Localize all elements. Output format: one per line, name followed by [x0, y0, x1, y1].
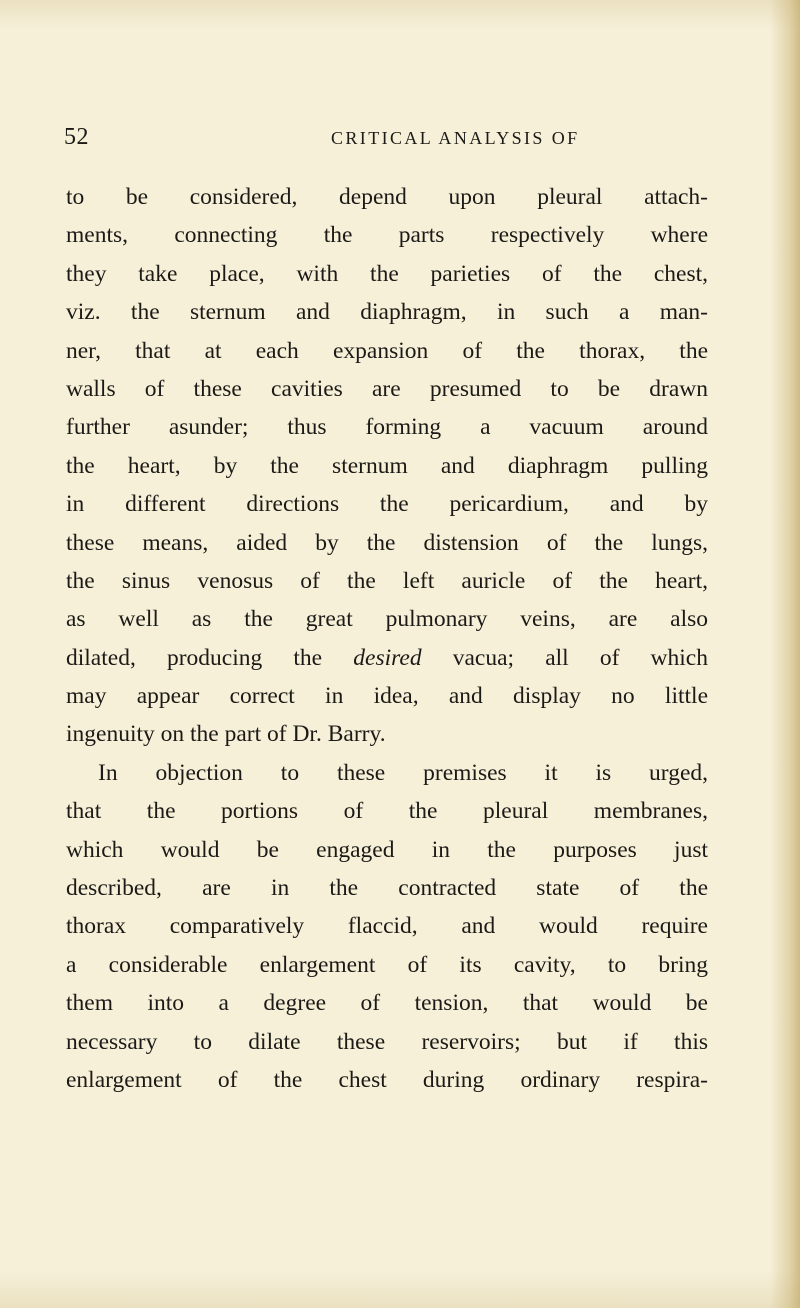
text-line: that the portions of the pleural membranes, [66, 798, 708, 825]
text-line: ingenuity on the part of Dr. Barry. [66, 721, 386, 748]
body-text [66, 178, 708, 1099]
text-line: thorax comparatively flaccid, and would require [66, 913, 708, 940]
text-run: vacua; all of which [421, 644, 708, 671]
text-line: ments, connecting the parts respectively where [66, 222, 708, 249]
text-line: necessary to dilate these reservoirs; but if this [66, 1028, 708, 1055]
text-line: further asunder; thus forming a vacuum around [66, 414, 708, 441]
text-line: the heart, by the sternum and diaphragm pulling [66, 452, 708, 479]
page-header [64, 124, 664, 158]
italic-word: desired [353, 644, 422, 671]
text-line: In objection to these premises it is urged, [98, 759, 708, 786]
text-line: as well as the great pulmonary veins, are also [66, 606, 708, 633]
text-line: which would be engaged in the purposes just [66, 836, 708, 863]
text-line-with-italic [66, 639, 708, 677]
text-line: ner, that at each expansion of the thorax, the [66, 337, 708, 364]
text-line: enlargement of the chest during ordinary respira- [66, 1066, 708, 1093]
text-line: described, are in the contracted state of the [66, 875, 708, 902]
page-number: 52 [64, 124, 89, 150]
running-head: CRITICAL ANALYSIS OF [331, 128, 580, 148]
text-line: viz. the sternum and diaphragm, in such a man- [66, 299, 708, 326]
paragraph [66, 178, 708, 754]
text-run: dilated, producing the [66, 644, 354, 671]
text-line: in different directions the pericardium, and by [66, 491, 708, 518]
paragraph [66, 754, 708, 1100]
text-line: to be considered, depend upon pleural attach- [66, 184, 708, 210]
text-line: they take place, with the parieties of the chest, [66, 260, 708, 287]
text-line: a considerable enlargement of its cavity, to bring [66, 951, 708, 978]
text-line: walls of these cavities are presumed to be drawn [66, 375, 708, 402]
text-line: these means, aided by the distension of the lungs, [66, 529, 708, 556]
text-line: them into a degree of tension, that would be [66, 990, 708, 1017]
text-line: may appear correct in idea, and display no little [66, 683, 708, 710]
text-line: the sinus venosus of the left auricle of the heart, [66, 567, 708, 594]
